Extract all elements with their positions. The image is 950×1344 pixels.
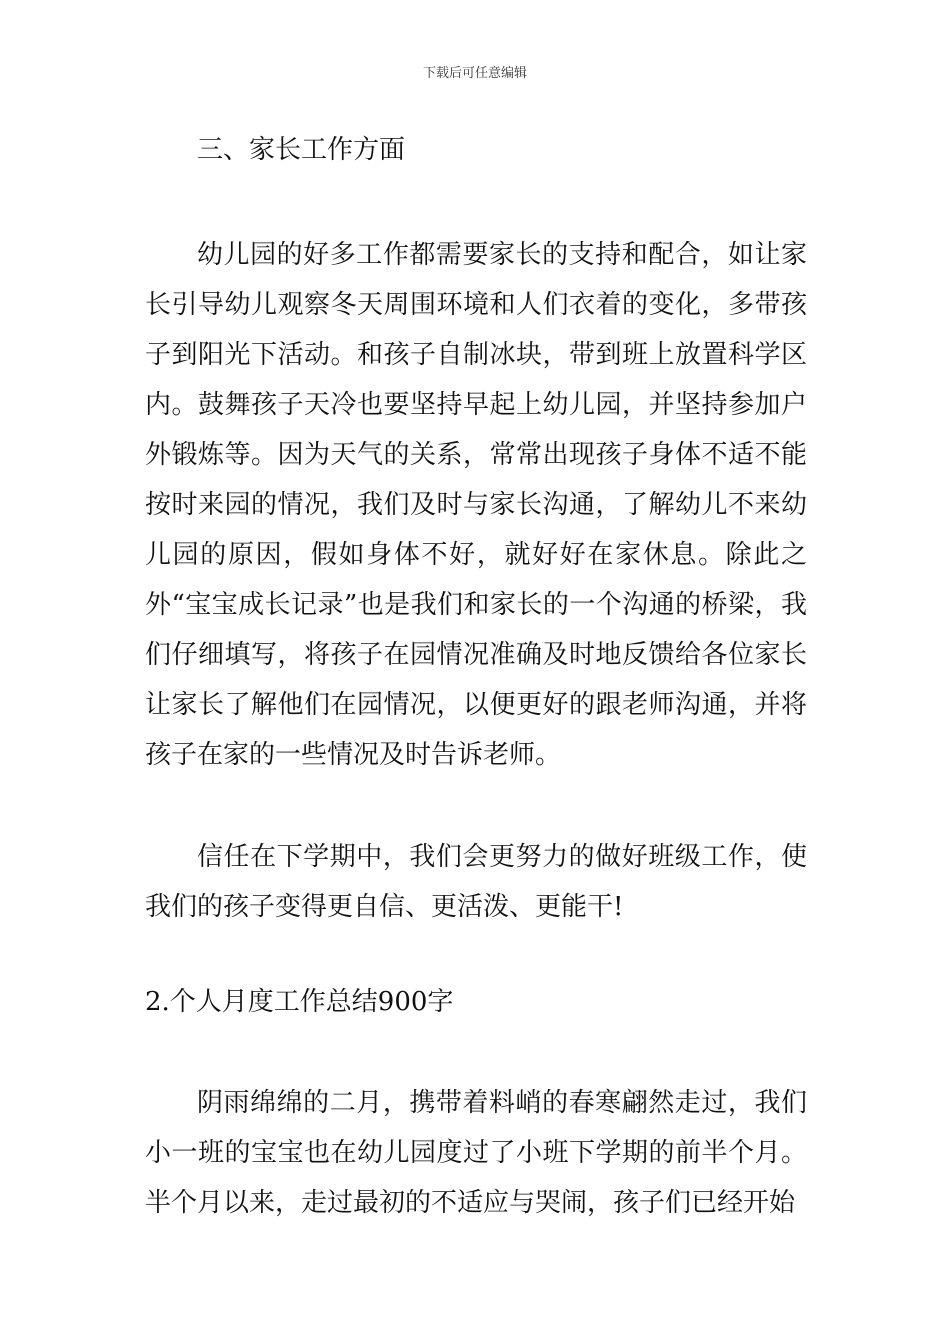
paragraph-february: 阴雨绵绵的二月，携带着料峭的春寒翩然走过，我们小一班的宝宝也在幼儿园度过了小班下学期的前半个月。半个月以来，走过最初的不适应与哭闹，孩子们已经开始 (145, 1088, 807, 1218)
document-body (145, 126, 807, 1228)
spacer (145, 780, 807, 832)
spacer (145, 1026, 807, 1078)
paragraph-parent-cooperation: 幼儿园的好多工作都需要家长的支持和配合，如让家长引导幼儿观察冬天周围环境和人们衣着的变化，多带孩子到阳光下活动。和孩子自制冰块，带到班上放置科学区内。鼓舞孩子天冷也要坚持早起上幼儿园，并坚持参加户外锻炼等。因为天气的关系，常常出现孩子身体不适不能按时来园的情况，我们及时与家长沟通，了解幼儿不来幼儿园的原因，假如身体不好，就好好在家休息。除此之外“宝宝成长记录”也是我们和家长的一个沟通的桥梁，我们仔细填写，将孩子在园情况准确及时地反馈给各位家长让家长了解他们在园情况，以便更好的跟老师沟通，并将孩子在家的一些情况及时告诉老师。 (145, 240, 807, 770)
page-header-note: 下载后可任意编辑 (422, 66, 527, 81)
spacer (145, 932, 807, 978)
paragraph-next-semester: 信任在下学期中，我们会更努力的做好班级工作，使我们的孩子变得更自信、更活泼、更能干! (145, 842, 807, 922)
spacer (145, 174, 807, 230)
section-heading-parent-work: 三、家长工作方面 (197, 135, 406, 165)
section-heading-monthly-summary: 2.个人月度工作总结900字 (145, 987, 454, 1017)
